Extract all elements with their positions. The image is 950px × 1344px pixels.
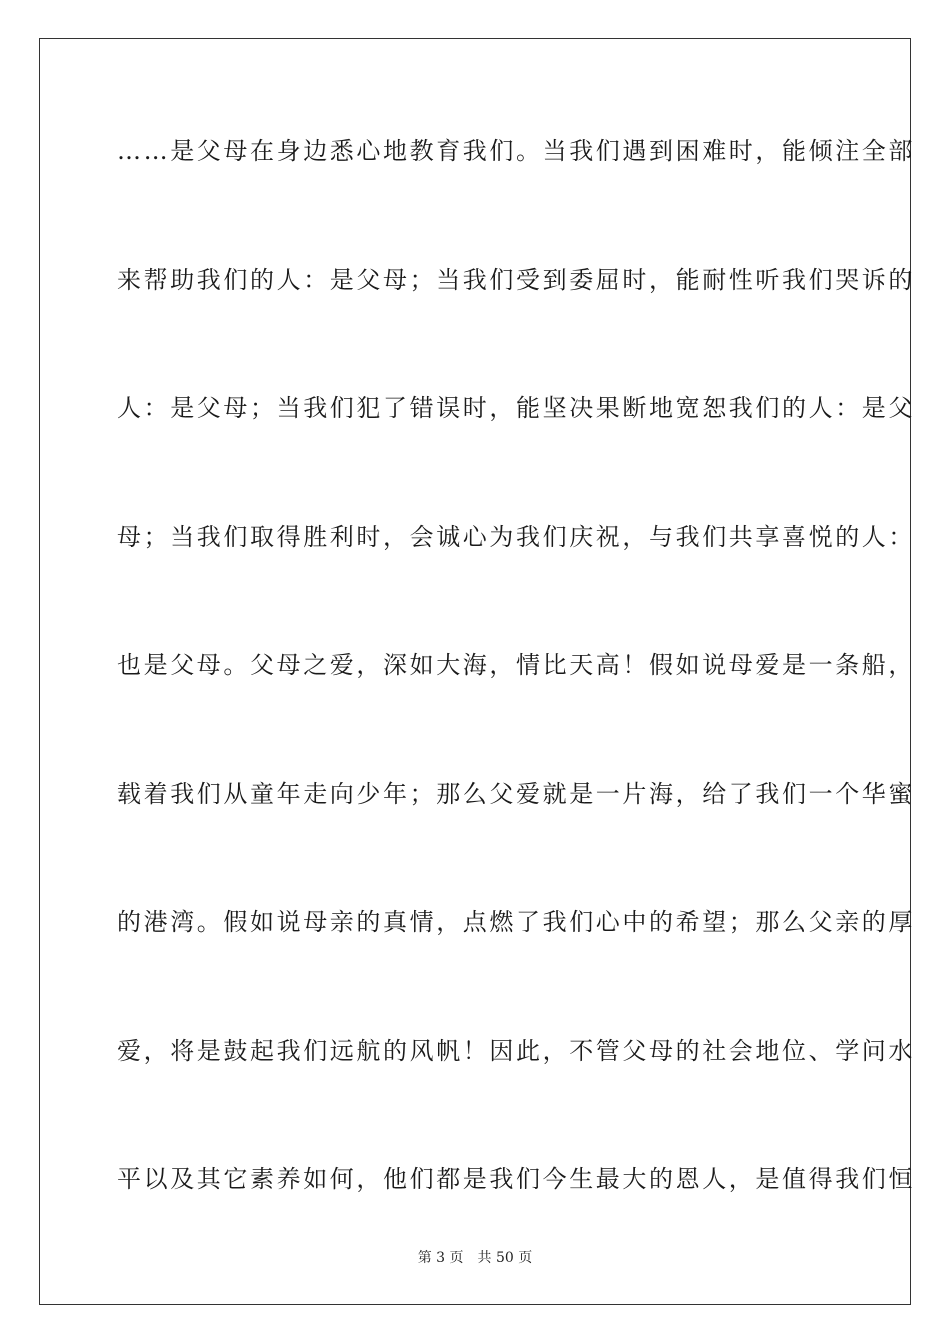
text-line-2: 来帮助我们的人：是父母；当我们受到委屈时，能耐性听我们哭诉的 [117, 265, 915, 294]
text-line-4: 母；当我们取得胜利时，会诚心为我们庆祝，与我们共享喜悦的人： [117, 522, 915, 551]
text-line-6: 载着我们从童年走向少年；那么父爱就是一片海，给了我们一个华蜜 [117, 779, 915, 808]
page-footer [0, 1249, 950, 1267]
body-text [117, 128, 915, 1285]
text-line-5: 也是父母。父母之爱，深如大海，情比天高！假如说母爱是一条船， [117, 651, 915, 679]
page-number: 第 3 页 [417, 1250, 464, 1266]
text-line-1: ……是父母在身边悉心地教育我们。当我们遇到困难时，能倾注全部 [117, 137, 915, 165]
text-line-9: 平以及其它素养如何，他们都是我们今生最大的恩人，是值得我们恒 [117, 1165, 915, 1193]
text-line-3: 人：是父母；当我们犯了错误时，能坚决果断地宽恕我们的人：是父 [117, 394, 915, 422]
text-line-8: 爱，将是鼓起我们远航的风帆！因此，不管父母的社会地位、学问水 [117, 1036, 915, 1065]
page-total: 共 50 页 [477, 1250, 533, 1266]
text-line-7: 的港湾。假如说母亲的真情，点燃了我们心中的希望；那么父亲的厚 [117, 908, 915, 936]
